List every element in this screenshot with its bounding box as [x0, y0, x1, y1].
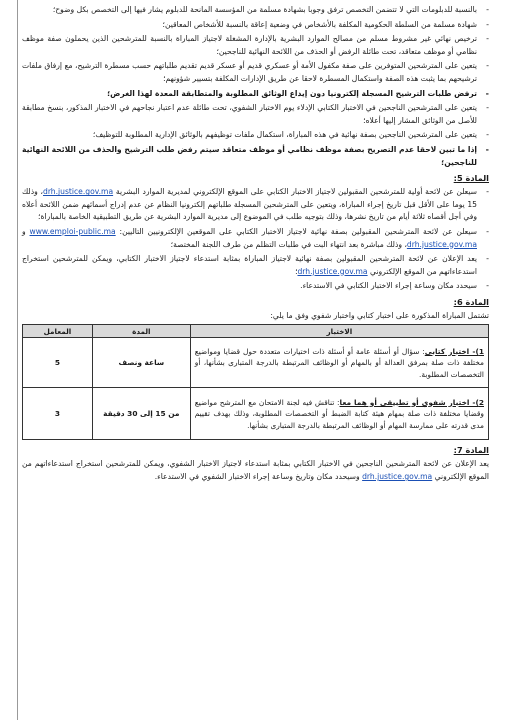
exam-coefficient: 5: [23, 338, 93, 388]
header-duration: المدة: [92, 325, 190, 338]
bullet-marker: -: [486, 187, 489, 197]
bullet-diploma-specialty: [22, 4, 489, 17]
exam-coefficient: 3: [23, 388, 93, 440]
warning-note-text: إذا ما تبين لاحقا عدم التصريح بصفة موظف نظامي أو موظف متعاقد سيتم رفض طلب الترشيح والحذف من اللائحة النهائية للناجحين؛: [22, 144, 477, 167]
exam-title: 1)- اختبار كتابي: [424, 346, 484, 356]
page-border-line: [17, 0, 18, 720]
drh-justice-link[interactable]: drh.justice.gov.ma: [43, 187, 114, 197]
bullet-text: سيعلن عن لائحة المترشحين المقبولين بصفة نهائية لاجتياز الاختبار الكتابي على الموقعين الإلكترونيين التاليين:: [119, 226, 477, 236]
table-row: [23, 338, 489, 388]
exam-duration: ساعة ونصف: [92, 338, 190, 388]
bullet-marker: -: [485, 144, 489, 154]
bullet-text: بالنسبة للدبلومات التي لا تتضمن التخصص ترفق وجوبا بشهادة مسلمة من المؤسسة المانحة للدبلوم يشار فيها إلى التخصص بكل وضوح؛: [52, 5, 477, 14]
exam-description: [190, 338, 488, 388]
exams-table: [22, 324, 489, 440]
reject-note: [22, 88, 489, 101]
exam-description: [190, 388, 488, 440]
article-5-bullet-location: [22, 280, 489, 293]
exam-detail: : تناقش فيه لجنة الامتحان مع المترشح مواضيع وقضايا مختلفة ذات صلة بمهام هيئة كتابة الضبط أو التخصصات المطلوبة، وذلك بهدف تقييم مدى قدرته على ممارسة المهام أو الوظائف المرتبطة بالدرجة المتبارى بشأنها.: [194, 397, 484, 430]
link-separator: و: [22, 226, 30, 236]
bullet-text-cont: ، وذلك مباشرة بعد انتهاء البت في طلبات التظلم من طرف اللجنة المختصة؛: [170, 239, 407, 249]
bullet-text: يتعين على المترشحين الناجحين في الاختبار الكتابي الإدلاء يوم الاختبار الشفوي، تحت طائلة عدم اعتبار نجاحهم في الاختبار المذكور، بنسخ مطابقة للأصل من الوثائق المشار إليها أعلاه؛: [22, 103, 477, 125]
article-5-bullet-convocation: [22, 253, 489, 278]
bullet-text: يتعين على المترشحين المتوفرين على صفة مكفول الأمة أو عسكري قديم أو عسكر قديم تقديم طلباتهم حسب مسطرة الترشيح، مع إرفاق ملفات ترشيحهم بما يثبت هذه الصفة واستكمال المسطرة لاحقا عن طريق الإدارات المكلفة بتسيير شؤونهم؛: [22, 61, 477, 83]
bullet-marker: -: [486, 34, 489, 44]
bullet-marker: -: [486, 281, 489, 291]
header-coefficient: المعامل: [23, 325, 93, 338]
header-exam: الاختبار: [190, 325, 488, 338]
bullet-oral-copies: [22, 102, 489, 127]
article-6-intro: تشتمل المباراة المذكورة على اختبار كتابي واختبار شفوي وفق ما يلي:: [270, 310, 489, 320]
bullet-employer-authorization: [22, 33, 489, 58]
bullet-marker: -: [486, 19, 489, 29]
drh-justice-link[interactable]: drh.justice.gov.ma: [297, 266, 368, 276]
bullet-final-files: [22, 129, 489, 142]
bullet-marker: -: [486, 103, 489, 113]
article-5-bullet-final-list: [22, 226, 489, 251]
bullet-text: يعد الإعلان عن لائحة المترشحين المقبولين بصفة نهائية لاجتياز المباراة بمثابة استدعاء لاجتياز الاختبار الكتابي، ويمكن للمترشحين استخراج استدعاءاتهم من الموقع الإلكتروني: [22, 254, 477, 276]
bullet-marker: -: [486, 226, 489, 236]
bullet-veterans-candidates: [22, 60, 489, 85]
bullet-text: سيحدد مكان وساعة إجراء الاختبار الكتابي في الاستدعاء.: [300, 281, 477, 291]
article-5-bullet-provisional-list: [22, 186, 489, 224]
drh-justice-link[interactable]: drh.justice.gov.ma: [362, 472, 433, 482]
exam-duration: من 15 إلى 30 دقيقة: [92, 388, 190, 440]
bullet-text: ترخيص نهائي غير مشروط مسلم من مصالح الموارد البشرية بالإدارة المشغلة لاجتياز المباراة بالنسبة للمترشحين الذين يحملون صفة موظف نظامي أو موظف متعاقد، تحت طائلة الرفض أو الحذف من اللائحة النهائية للناجحين؛: [22, 34, 477, 56]
bullet-text: شهادة مسلمة من السلطة الحكومية المكلفة بالأشخاص في وضعية إعاقة بالنسبة للأشخاص المعاقين؛: [162, 19, 477, 29]
bullet-marker: -: [486, 254, 489, 264]
emploi-public-link[interactable]: www.emploi-public.ma: [29, 226, 116, 236]
bullet-text: يتعين على المترشحين الناجحين بصفة نهائية في هذه المباراة، استكمال ملفات توظيفهم بالوثائق الإدارية المطلوبة للتوظيف؛: [92, 130, 477, 140]
bullet-disability-certificate: [22, 19, 489, 32]
bullet-marker: -: [485, 88, 489, 98]
drh-justice-link[interactable]: drh.justice.gov.ma: [406, 239, 477, 249]
exam-detail: : سؤال أو أسئلة عامة أو أسئلة ذات اختيارات متعددة حول قضايا ومواضيع مختلفة ذات صلة بمرفق العدالة أو بالمهام أو الوظائف المرتبطة بالدرجة المتبارى بشأنها، أو التخصصات المطلوبة.: [194, 346, 484, 379]
exams-table-header-row: [23, 325, 489, 338]
article-7-text-cont: وسيحدد مكان وتاريخ وساعة إجراء الاختبار الشفوي في الاستدعاء.: [154, 472, 363, 482]
article-5-heading: المادة 5:: [453, 173, 489, 184]
bullet-marker: -: [486, 130, 489, 140]
article-7-text: يعد الإعلان عن لائحة المترشحين الناجحين في الاختبار الكتابي بمثابة استدعاء لاجتياز الاختبار الشفوي، ويمكن للمترشحين استخراج استدعاءاتهم من الموقع الإلكتروني: [22, 459, 489, 482]
bullet-marker: -: [486, 61, 489, 71]
bullet-text: سيعلن عن لائحة أولية للمترشحين المقبولين لاجتياز الاختبار الكتابي على الموقع الإلكتروني لمديرية الموارد البشرية: [115, 187, 477, 197]
article-7-body: [22, 458, 489, 483]
reject-note-text: ترفض طلبات الترشيح المسجلة إلكترونيا دون إيداع الوثائق المطلوبة والمتطابقة المعدة لهذا الغرض؛: [107, 88, 477, 98]
table-row: [23, 388, 489, 440]
bullet-marker: -: [486, 5, 489, 14]
exam-title: 2)- اختبار شفوي أو تطبيقي أو هما معا: [339, 397, 484, 407]
warning-note: [22, 144, 489, 169]
bullet-text-cont: ؛: [295, 266, 298, 276]
article-6-heading: المادة 6:: [453, 296, 489, 307]
article-7-heading: المادة 7:: [453, 445, 489, 456]
bullet-text-cont: ، وذلك 15 يوما على الأقل قبل تاريخ إجراء المباراة، ويتعين على المترشحين المسجلة طلباتهم إلكترونيا النظام عن عدم إدراج أسمائهم ضمن اللائحة أعلاه وفي أجل أقصاه ثلاثة أيام من تاريخ نشرها، وذلك بتوجيه طلب في الموضوع إلى مديرية الموارد البشرية عن طريق التطبيقية الخاصة بالمباراة؛: [22, 187, 477, 222]
